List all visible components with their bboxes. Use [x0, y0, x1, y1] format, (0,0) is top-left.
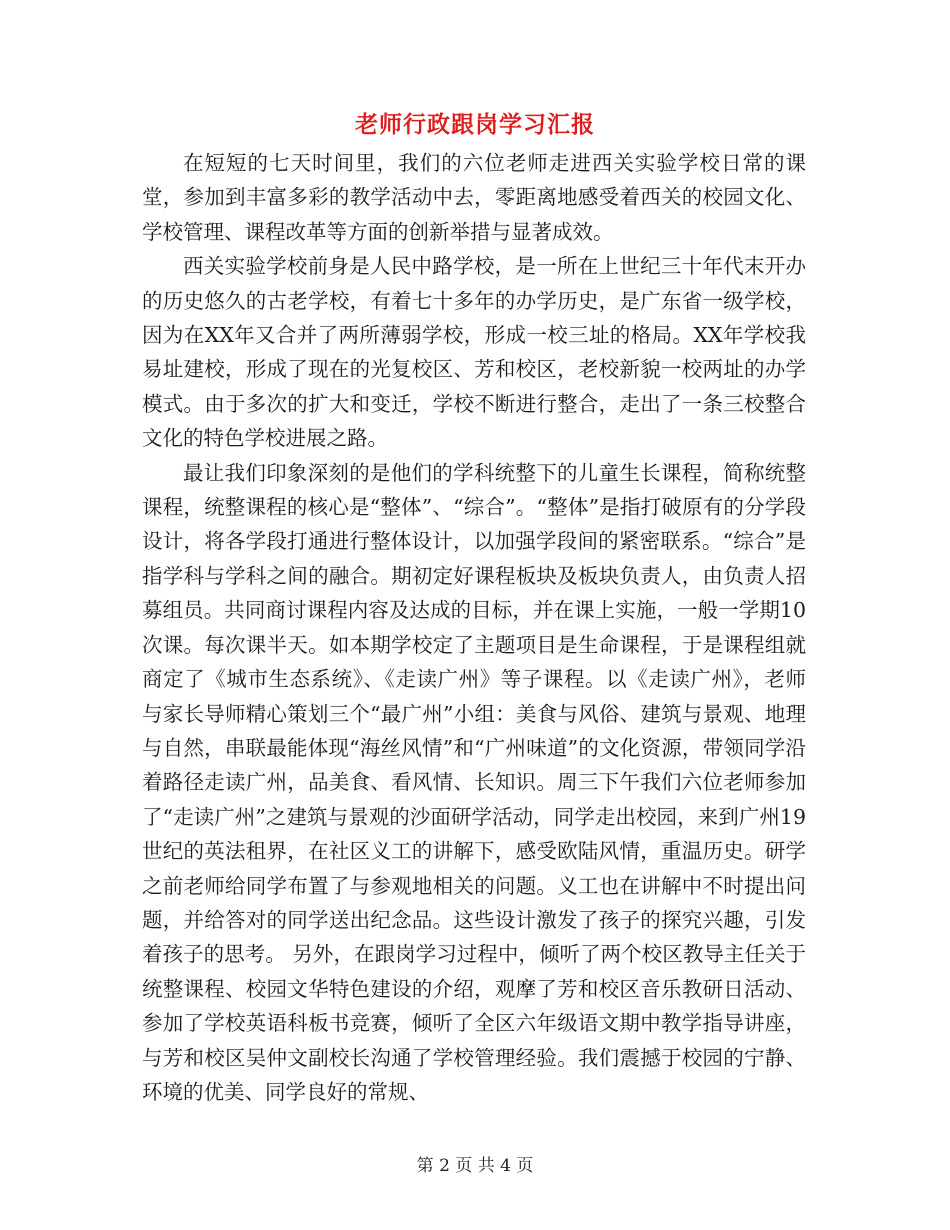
paragraph-curriculum: 最让我们印象深刻的是他们的学科统整下的儿童生长课程，简称统整课程，统整课程的核心是“整体”、“综合”。“整体”是指打破原有的分学段设计，将各学段打通进行整体设计，以加强学段间的紧密联系。“综合”是指学科与学科之间的融合。期初定好课程板块及板块负责人，由负责人招募组员。共同商讨课程内容及达成的目标，并在课上实施，一般一学期10次课。每次课半天。如本期学校定了主题项目是生命课程，于是课程组就商定了《城市生态系统》、《走读广州》等子课程。以《走读广州》，老师与家长导师精心策划三个“最广州”小组：美食与风俗、建筑与景观、地理与自然，串联最能体现“海丝风情”和“广州味道”的文化资源，带领同学沿着路径走读广州，品美食、看风情、长知识。周三下午我们六位老师参加了“走读广州”之建筑与景观的沙面研学活动，同学走出校园，来到广州19世纪的英法租界，在社区义工的讲解下，感受欧陆风情，重温历史。研学之前老师给同学布置了与参观地相关的问题。义工也在讲解中不时提出问题，并给答对的同学送出纪念品。这些设计激发了孩子的探究兴趣，引发着孩子的思考。 另外，在跟岗学习过程中，倾听了两个校区教导主任关于统整课程、校园文华特色建设的介绍，观摩了芳和校区音乐教研日活动、参加了学校英语科板书竞赛，倾听了全区六年级语文期中教学指导讲座，与芳和校区吴仲文副校长沟通了学校管理经验。我们震撼于校园的宁静、环境的优美、同学良好的常规、	[142, 460, 806, 1104]
document-title: 老师行政跟岗学习汇报	[355, 111, 595, 138]
paragraph-intro: 在短短的七天时间里，我们的六位老师走进西关实验学校日常的课堂，参加到丰富多彩的教学活动中去，零距离地感受着西关的校园文化、学校管理、课程改革等方面的创新举措与显著成效。	[142, 151, 806, 244]
paragraph-school-history: 西关实验学校前身是人民中路学校，是一所在上世纪三十年代末开办的历史悠久的古老学校，有着七十多年的办学历史，是广东省一级学校，因为在XX年又合并了两所薄弱学校，形成一校三址的格局。XX年学校我易址建校，形成了现在的光复校区、芳和校区，老校新貌一校两址的办学模式。由于多次的扩大和变迁，学校不断进行整合，走出了一条三校整合文化的特色学校进展之路。	[142, 254, 806, 451]
page-number-footer: 第 2 页 共 4 页	[416, 1156, 534, 1176]
document-body	[142, 146, 806, 1109]
